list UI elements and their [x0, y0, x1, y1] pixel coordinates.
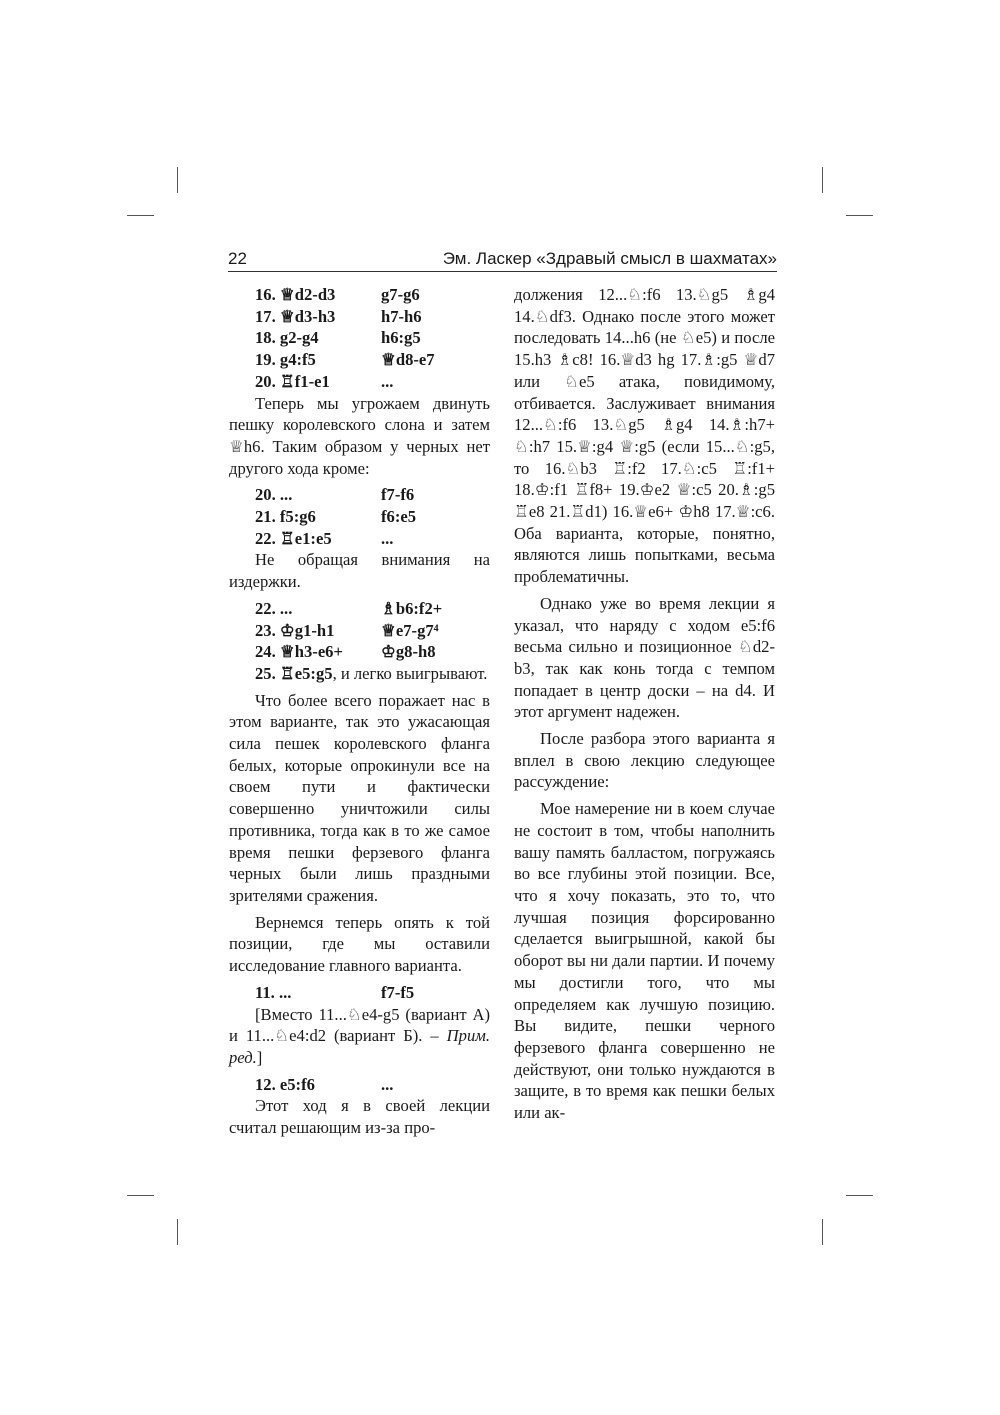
crop-mark: [846, 1195, 873, 1196]
black-move: f7-f6: [381, 485, 415, 505]
white-move: 22. ♖e1:e5: [255, 528, 332, 548]
black-move: h6:g5: [381, 328, 421, 348]
move-row: [229, 484, 490, 506]
note-editor: Прим. ред.: [229, 1026, 490, 1067]
white-move: 20. ♖f1-e1: [255, 371, 330, 391]
running-head: [228, 246, 777, 272]
white-move: 21. f5:g6: [255, 507, 316, 527]
move-comment: , и легко выигрывают.: [332, 663, 488, 683]
move-row: [229, 371, 490, 393]
move-25-paragraph: [229, 663, 490, 685]
crop-mark: [177, 1219, 178, 1245]
white-move: 22. ...: [255, 598, 293, 618]
crop-mark: [846, 215, 873, 216]
editor-note: [229, 1004, 490, 1069]
paragraph: Однако уже во время лекции я указал, что наряду с ходом e5:f6 весьма сильно и позиционное ♘d2-b3, так как конь тогда с темпом попадает в центр доски – на d4. И этот аргумент надежен.: [514, 593, 775, 722]
crop-mark: [127, 1195, 154, 1196]
move-row: [229, 598, 490, 620]
white-move: 25. ♖e5:g5: [255, 663, 333, 683]
paragraph: должения 12...♘:f6 13.♘g5 ♗g4 14.♘df3. Однако после этого может последовать 14...h6 (не ♘e5) и после 15.h3 ♗c8! 16.♕d3 hg 17.♗:g5 ♕d7 или ♘e5 атака, повидимому, отбивается. Заслуживает внимания 12...♘:f6 13.♘g5 ♗g4 14.♗:h7+ ♘:h7 15.♕:g4 ♕:g5 (если 15...♘:g5, то 16.♘b3 ♖:f2 17.♘:c5 ♖:f1+ 18.♔:f1 ♖f8+ 19.♔e2 ♕:c5 20.♗:g5 ♖e8 21.♖d1) 16.♕e6+ ♔h8 17.♕:c6. Оба варианта, которые, понятно, являются лишь попытками, весьма проблематичны.: [514, 285, 775, 587]
right-column: [514, 284, 775, 1129]
paragraph: После разбора этого варианта я вплел в свою лекцию следующее рассуждение:: [514, 729, 775, 792]
crop-mark: [822, 167, 823, 193]
black-move: h7-h6: [381, 306, 422, 326]
move-row: [229, 1074, 490, 1096]
move-row: [229, 641, 490, 663]
move-row: [229, 620, 490, 642]
note-bracket: ]: [256, 1047, 263, 1067]
white-move: 23. ♔g1-h1: [255, 620, 335, 640]
move-row: [229, 327, 490, 349]
black-move: ♗b6:f2+: [381, 598, 443, 618]
crop-mark: [177, 167, 178, 193]
move-row: [229, 982, 490, 1004]
black-move: f6:e5: [381, 507, 417, 527]
move-row: [229, 528, 490, 550]
white-move: 16. ♕d2-d3: [255, 285, 336, 304]
black-move: ...: [381, 371, 394, 391]
left-column: [229, 284, 490, 1144]
paragraph: Что более всего поражает нас в этом варианте, так это ужасающая сила пешек королевского фланга белых, которые опрокинули все на своем пути и фактически совершенно уничтожили силы противника, тогда как в то же самое время пешки ферзевого фланга черных были лишь праздными зрителями сражения.: [229, 690, 490, 905]
black-move: ♕d8-e7: [381, 350, 435, 370]
note-text: [Вместо 11...♘e4-g5 (вариант А) и 11...♘e4:d2 (вариант Б). –: [229, 1004, 490, 1046]
white-move: 24. ♕h3-e6+: [255, 642, 343, 662]
white-move: 12. e5:f6: [255, 1074, 315, 1094]
move-row: [229, 349, 490, 371]
move-row: [229, 284, 490, 306]
black-move: ♕e7-g7⁴: [381, 620, 439, 640]
paragraph: Вернемся теперь опять к той позиции, где мы оставили исследование главного варианта.: [229, 912, 490, 976]
black-move: g7-g6: [381, 285, 420, 304]
white-move: 11. ...: [255, 982, 292, 1002]
white-move: 20. ...: [255, 485, 293, 505]
book-title: Эм. Ласкер «Здравый смысл в шахматах»: [442, 249, 777, 268]
paragraph: Мое намерение ни в коем случае не состоит в том, чтобы наполнить вашу память балластом, погружаясь во все глубины этой позиции. Все, что я хочу показать, это то, что лучшая позиция форсированно сделается выигрышной, какой бы оборот вы ни дали партии. И почему мы достигли того, что мы определяем как лучшую позицию. Вы видите, пешки черного ферзевого фланга совершенно не действуют, они только нуждаются в защите, в то время как пешки белых или ак-: [514, 799, 775, 1123]
paragraph: Не обращая внимания на издержки.: [229, 550, 490, 592]
white-move: 19. g4:f5: [255, 350, 316, 370]
page-number: 22: [228, 249, 247, 268]
white-move: 17. ♕d3-h3: [255, 306, 336, 326]
black-move: f7-f5: [381, 982, 415, 1002]
move-row: [229, 306, 490, 328]
paragraph: Теперь мы угрожаем двинуть пешку королевского слона и затем ♕h6. Таким образом у черных нет другого хода кроме:: [229, 393, 490, 478]
move-row: [229, 506, 490, 528]
crop-mark: [127, 215, 154, 216]
black-move: ...: [381, 528, 394, 548]
paragraph: Этот ход я в своей лекции считал решающим из-за про-: [229, 1096, 490, 1138]
header-rule: [228, 271, 777, 272]
black-move: ♔g8-h8: [381, 642, 436, 662]
white-move: 18. g2-g4: [255, 328, 319, 348]
black-move: ...: [381, 1074, 394, 1094]
crop-mark: [822, 1219, 823, 1245]
